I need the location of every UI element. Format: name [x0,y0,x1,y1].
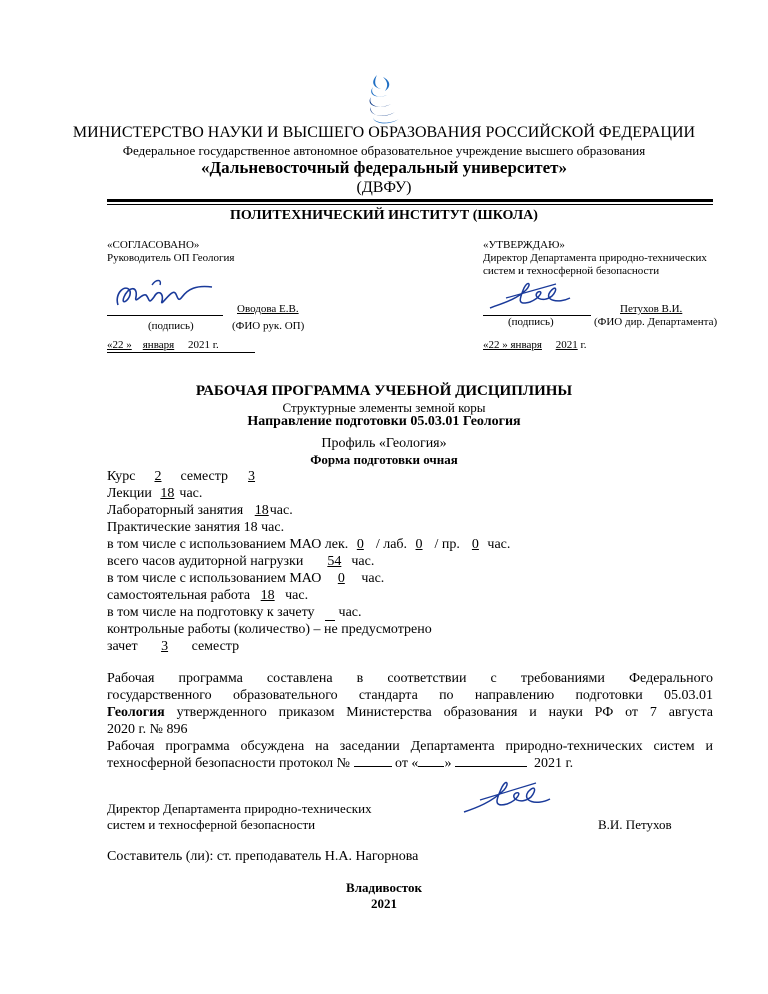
semester-label: семестр [180,469,229,484]
lab-label: Лабораторный занятия [107,503,244,518]
mao-pr-value: 0 [471,537,479,552]
director-role-line1: Директор Департамента природно-технических [107,801,372,816]
institute-name: ПОЛИТЕХНИЧЕСКИЙ ИНСТИТУТ (ШКОЛА) [230,208,538,223]
mao-label: в том числе с использованием МАО лек. [107,537,349,552]
total-label: всего часов аудиторной нагрузки [107,554,304,569]
course-value: 2 [154,469,162,484]
signature-left-icon [112,275,222,313]
control-line: контрольные работы (количество) – не предусмотрено [107,622,432,637]
university-logo-icon [363,73,405,127]
header-divider-thick [107,199,713,202]
exam-prep-suffix: час. [338,605,362,620]
approved-heading: «УТВЕРЖДАЮ» [483,239,565,251]
institution-type: Федеральное государственное автономное образовательное учреждение высшего образования [122,143,646,158]
credit-value: 3 [161,639,169,654]
protocol-quote: » [444,756,452,771]
mao-suffix: час. [487,537,511,552]
lab-suffix: час. [269,503,293,518]
signature-director-icon [460,776,556,818]
course-label: Курс [107,469,136,484]
paragraph-line3-bold: Геология [107,705,165,720]
ministry-title: МИНИСТЕРСТВО НАУКИ И ВЫСШЕГО ОБРАЗОВАНИЯ РОССИЙСКОЙ ФЕДЕРАЦИИ [72,124,696,141]
mao-pr-label: / пр. [434,537,460,552]
mao-lab-label: / лаб. [375,537,408,552]
paragraph-line4: 2020 г. № 896 [107,722,188,737]
mao-total-label: в том числе с использованием МАО [107,571,322,586]
paragraph-line1: Рабочая программа составлена в соответствии с требованиями Федерального [107,671,713,686]
lectures-label: Лекции [107,486,152,501]
paragraph-line2: государственного образовательного стандарта по направлению подготовки 05.03.01 [107,688,713,703]
agreed-role: Руководитель ОП Геология [107,252,235,264]
total-suffix: час. [351,554,375,569]
lab-value: 18 [254,503,269,518]
protocol-ot: от « [395,756,419,771]
paragraph-line3 [107,705,713,721]
header-divider-thin [107,204,713,205]
university-abbr: (ДВФУ) [356,179,412,196]
practice-line: Практические занятия 18 час. [107,520,285,535]
study-form: Форма подготовки очная [310,452,458,467]
agreed-date-year: 2021 г. [187,339,219,351]
university-name: «Дальневосточный федеральный университет» [200,158,568,177]
self-suffix: час. [285,588,309,603]
approved-date [483,339,586,351]
approved-date-suffix: г. [580,339,587,351]
director-role-line2: систем и техносферной безопасности [107,817,316,832]
protocol-month-blank [455,766,527,767]
credit-line [107,639,239,655]
agreed-date-line [107,352,255,353]
mao-line [107,537,510,553]
lectures-value: 18 [160,486,175,501]
self-line [107,588,308,604]
composer-line: Составитель (ли): ст. преподаватель Н.А. Нагорнова [107,849,419,864]
course-line [107,469,272,485]
agreed-name: Оводова Е.В. [237,303,299,315]
exam-prep-label: в том числе на подготовку к зачету [107,605,315,620]
paragraph-line3-rest: утвержденного приказом Министерства образования и науки РФ от 7 августа [176,705,713,720]
paragraph-line6 [107,756,573,772]
credit-suffix: семестр [191,639,240,654]
director-name: В.И. Петухов [598,817,672,832]
paragraph-line5: Рабочая программа обсуждена на заседании Департамента природно-технических систем и [107,739,713,754]
mao-lab-value: 0 [415,537,423,552]
mao-total-suffix: час. [361,571,385,586]
credit-label: зачет [107,639,138,654]
approved-role-line2: систем и техносферной безопасности [483,265,660,277]
exam-prep-value [325,608,335,621]
program-title: РАБОЧАЯ ПРОГРАММА УЧЕБНОЙ ДИСЦИПЛИНЫ [195,383,573,399]
profile-name: Профиль «Геология» [321,436,447,451]
approved-date-day: «22 » января [483,339,542,351]
signature-right-icon [486,278,576,314]
semester-value: 3 [248,469,256,484]
total-line [107,554,374,570]
footer-year: 2021 [371,896,397,911]
approved-role-line1: Директор Департамента природно-технических [483,252,707,264]
self-label: самостоятельная работа [107,588,251,603]
mao-total-line [107,571,384,587]
mao-total-value: 0 [337,571,345,586]
agreed-date [107,339,219,351]
total-value: 54 [327,554,342,569]
approved-name-caption: (ФИО дир. Департамента) [594,316,718,328]
lab-line [107,503,293,519]
protocol-year: 2021 г. [533,756,574,771]
approved-date-year: 2021 [555,339,578,351]
self-value: 18 [260,588,275,603]
lectures-suffix: час. [179,486,203,501]
protocol-number-blank [354,766,392,767]
direction-name: Направление подготовки 05.03.01 Геология [247,414,521,429]
protocol-day-blank [418,766,444,767]
agreed-heading: «СОГЛАСОВАНО» [107,239,200,251]
discipline-name: Структурные элементы земной коры [282,400,486,415]
approved-name: Петухов В.И. [620,303,683,315]
mao-lec-value: 0 [356,537,364,552]
left-sign-line [107,315,223,316]
agreed-date-day: «22 » [107,339,132,351]
agreed-date-month: января [142,339,175,351]
exam-prep-line [107,605,362,621]
lectures-line [107,486,202,502]
agreed-name-caption: (ФИО рук. ОП) [232,320,305,332]
approved-sign-caption: (подпись) [508,316,554,328]
protocol-text: техносферной безопасности протокол № [107,756,350,771]
agreed-sign-caption: (подпись) [148,320,194,332]
footer-city: Владивосток [346,880,422,895]
